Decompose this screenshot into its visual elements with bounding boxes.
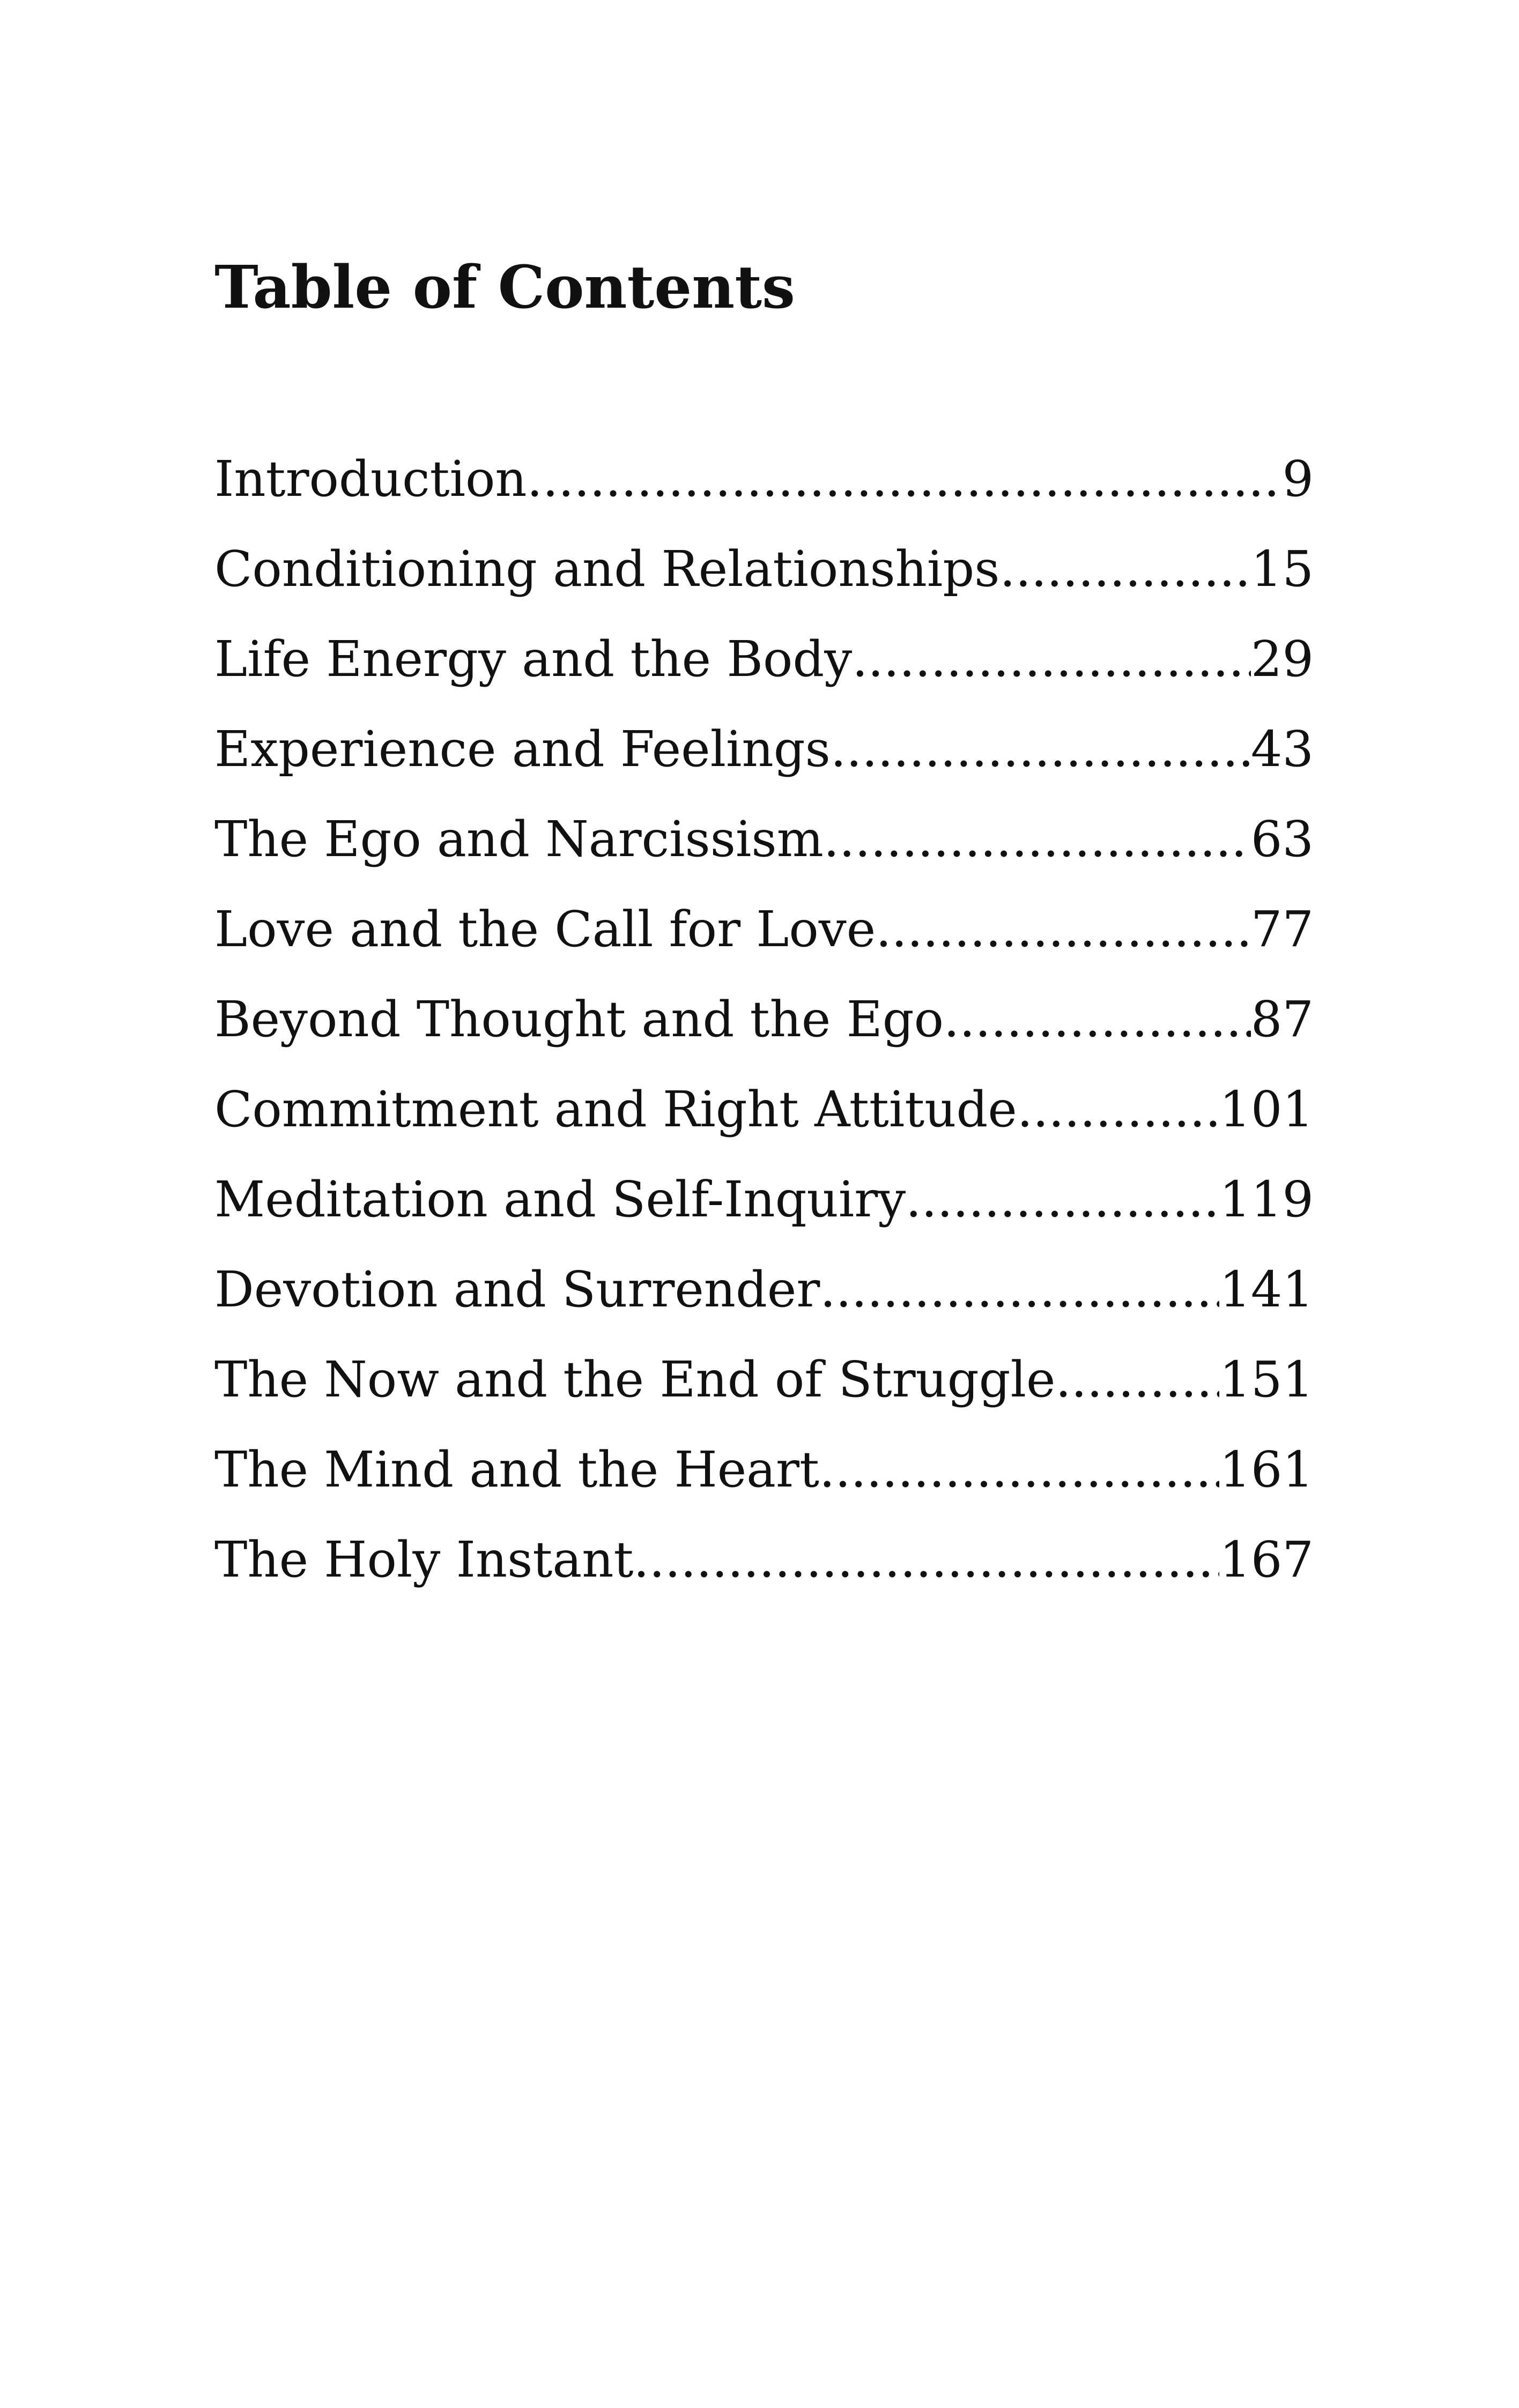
- toc-entry-label: Conditioning and Relationships: [214, 540, 1000, 598]
- toc-entry-label: Devotion and Surrender: [214, 1261, 820, 1318]
- toc-entry-label: Love and the Call for Love: [214, 901, 876, 958]
- toc-entry-label: Experience and Feelings: [214, 720, 831, 778]
- toc-entry-experience[interactable]: [214, 704, 1314, 794]
- toc-entry-ego-narcissism[interactable]: [214, 794, 1314, 885]
- toc-entry-page-number: 151: [1219, 1351, 1314, 1408]
- dot-leader: [876, 885, 1251, 975]
- dot-leader: [1017, 1065, 1220, 1155]
- toc-list: [214, 434, 1314, 1605]
- toc-entry-page-number: 43: [1250, 720, 1314, 778]
- toc-entry-page-number: 141: [1219, 1261, 1314, 1318]
- dot-leader: [819, 1425, 1219, 1515]
- toc-entry-page-number: 101: [1219, 1081, 1314, 1138]
- toc-entry-devotion[interactable]: [214, 1245, 1314, 1335]
- toc-page: [214, 252, 1314, 1588]
- toc-entry-page-number: 29: [1250, 630, 1314, 688]
- toc-entry-label: Commitment and Right Attitude: [214, 1081, 1017, 1138]
- toc-entry-introduction[interactable]: [214, 434, 1314, 524]
- toc-entry-page-number: 15: [1250, 540, 1314, 598]
- toc-entry-beyond-thought[interactable]: [214, 975, 1314, 1065]
- toc-entry-label: Meditation and Self-Inquiry: [214, 1171, 906, 1228]
- toc-entry-holy-instant[interactable]: [214, 1515, 1314, 1605]
- dot-leader: [831, 704, 1251, 794]
- dot-leader: [944, 975, 1251, 1065]
- dot-leader: [999, 524, 1250, 614]
- toc-entry-label: Life Energy and the Body: [214, 630, 853, 688]
- toc-entry-commitment[interactable]: [214, 1065, 1314, 1155]
- dot-leader: [1055, 1335, 1219, 1425]
- toc-entry-the-now[interactable]: [214, 1335, 1314, 1425]
- toc-entry-label: Introduction: [214, 450, 527, 508]
- page-title: Table of Contents: [214, 252, 795, 322]
- dot-leader: [527, 434, 1283, 524]
- toc-entry-label: The Holy Instant: [214, 1531, 634, 1588]
- toc-entry-meditation[interactable]: [214, 1155, 1314, 1245]
- toc-entry-page-number: 161: [1219, 1441, 1314, 1498]
- dot-leader: [906, 1155, 1219, 1245]
- toc-entry-page-number: 119: [1219, 1171, 1314, 1228]
- toc-entry-page-number: 87: [1250, 991, 1314, 1048]
- toc-entry-label: The Mind and the Heart: [214, 1441, 819, 1498]
- toc-entry-label: Beyond Thought and the Ego: [214, 991, 944, 1048]
- dot-leader: [820, 1245, 1219, 1335]
- toc-entry-conditioning[interactable]: [214, 524, 1314, 614]
- toc-entry-label: The Ego and Narcissism: [214, 811, 824, 868]
- toc-entry-label: The Now and the End of Struggle: [214, 1351, 1056, 1408]
- dot-leader: [824, 794, 1251, 885]
- toc-entry-page-number: 167: [1219, 1531, 1314, 1588]
- toc-entry-mind-heart[interactable]: [214, 1425, 1314, 1515]
- dot-leader: [633, 1515, 1219, 1605]
- dot-leader: [852, 614, 1251, 704]
- toc-entry-life-energy[interactable]: [214, 614, 1314, 704]
- toc-entry-page-number: 9: [1282, 450, 1314, 508]
- toc-entry-page-number: 77: [1250, 901, 1314, 958]
- toc-entry-love[interactable]: [214, 885, 1314, 975]
- toc-entry-page-number: 63: [1250, 811, 1314, 868]
